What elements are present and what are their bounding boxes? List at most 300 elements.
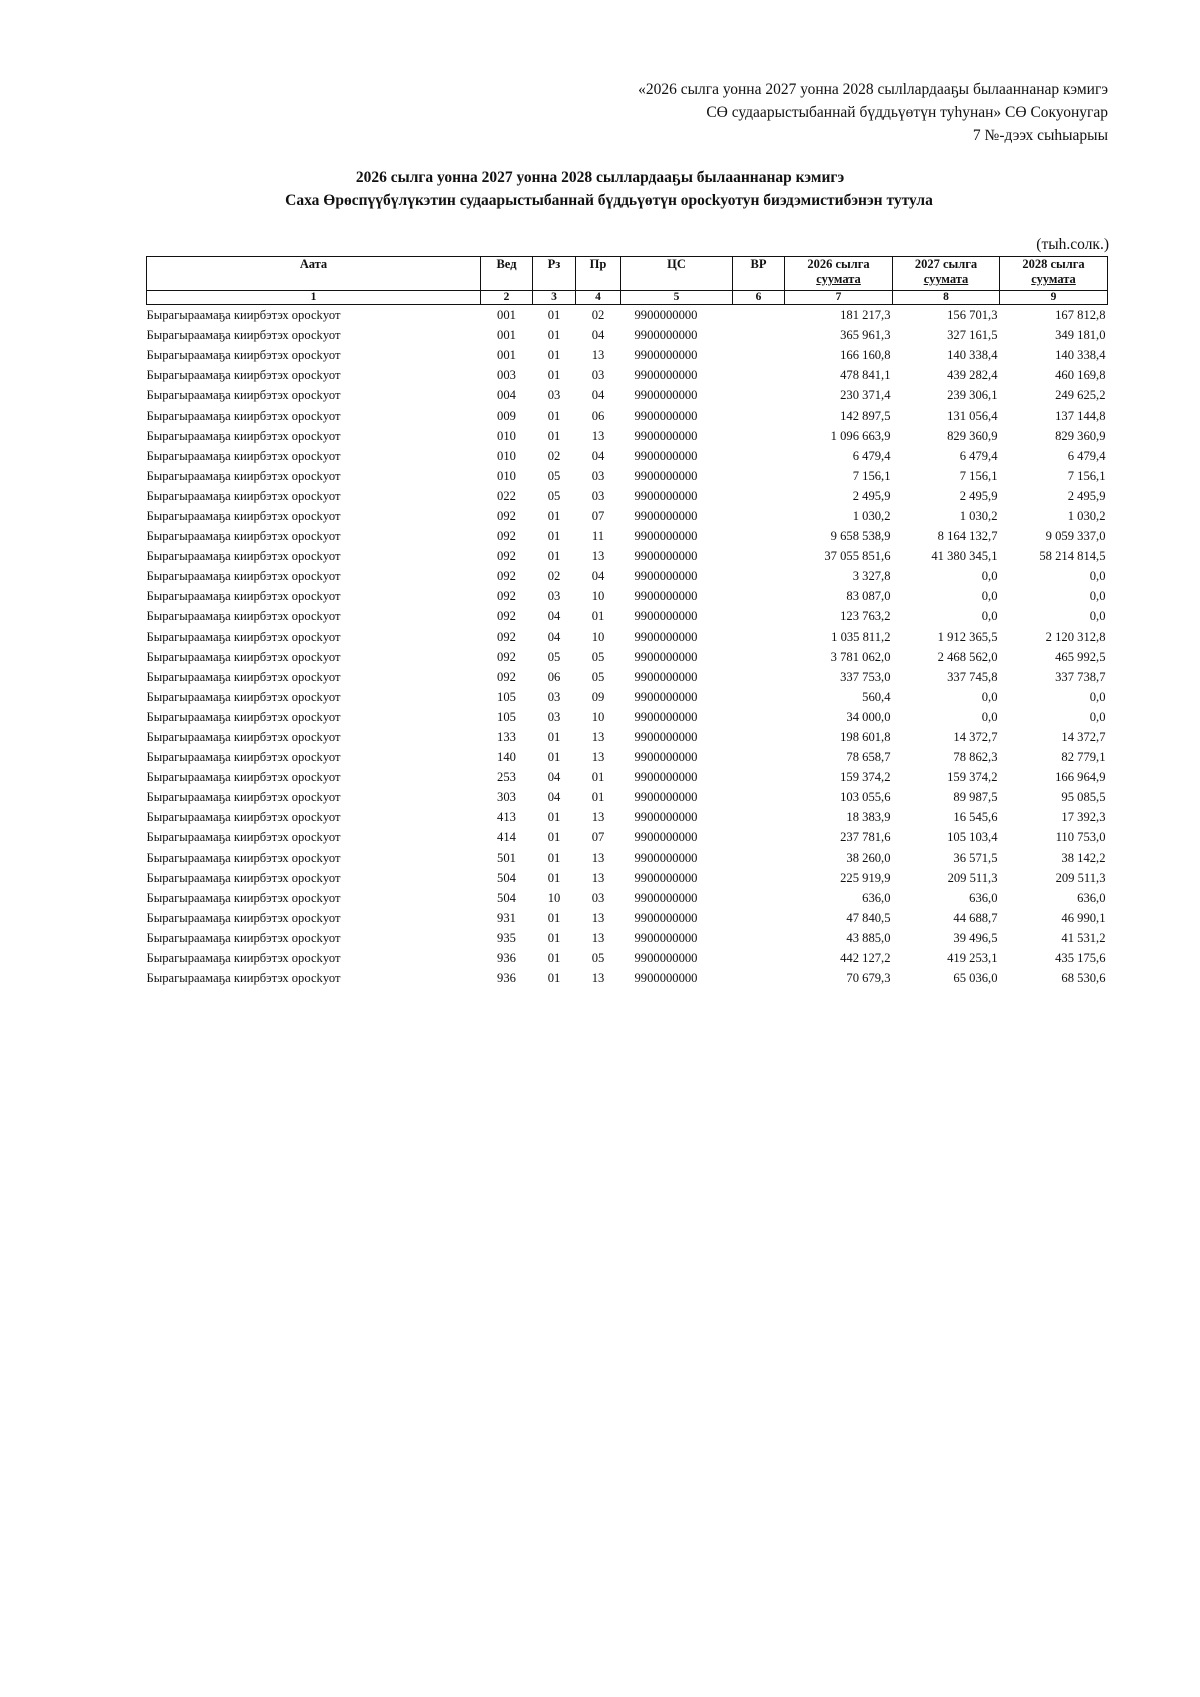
cell-2028: 9 059 337,0 xyxy=(1045,529,1106,544)
cell-pr: 13 xyxy=(591,930,605,945)
cell-rz: 10 xyxy=(547,890,561,905)
cell-2027: 41 380 345,1 xyxy=(931,549,998,564)
cell-rz: 04 xyxy=(547,609,561,624)
cell-vr xyxy=(733,787,785,807)
header-2028: 2028 сылга суумата xyxy=(1000,257,1108,291)
cell-rz: 03 xyxy=(547,388,561,403)
cell-ved: 092 xyxy=(497,508,516,523)
cell-pr: 06 xyxy=(591,408,605,423)
cell-rz: 03 xyxy=(547,589,561,604)
cell-name: Бырагыраамаҕа киирбэтэх оросkуот xyxy=(146,770,341,785)
cell-ved: 253 xyxy=(497,770,516,785)
cell-2028: 46 990,1 xyxy=(1061,910,1106,925)
cell-2026: 9 658 538,9 xyxy=(830,529,891,544)
cell-vr xyxy=(733,365,785,385)
table-row xyxy=(147,325,1108,345)
cell-2028: 6 479,4 xyxy=(1067,448,1106,463)
cell-2028: 0,0 xyxy=(1089,689,1106,704)
cell-pr: 13 xyxy=(591,971,605,986)
cell-ved: 001 xyxy=(497,348,516,363)
header-note-line: СӨ судаарыстыбаннай бүддьүөтүн туһунан» СӨ Сокуонугар xyxy=(706,104,1108,121)
cell-name: Бырагыраамаҕа киирбэтэх оросkуот xyxy=(146,388,341,403)
cell-2028: 14 372,7 xyxy=(1061,730,1106,745)
table-row xyxy=(147,486,1108,506)
cell-2026: 230 371,4 xyxy=(840,388,891,403)
cell-2028: 1 030,2 xyxy=(1067,508,1106,523)
cell-cs: 9900000000 xyxy=(634,609,698,624)
cell-cs: 9900000000 xyxy=(634,348,698,363)
budget-table xyxy=(146,256,1108,988)
cell-2027: 105 103,4 xyxy=(947,830,998,845)
cell-rz: 01 xyxy=(547,508,561,523)
cell-2027: 327 161,5 xyxy=(947,328,998,343)
cell-ved: 010 xyxy=(497,468,516,483)
cell-pr: 13 xyxy=(591,810,605,825)
cell-pr: 13 xyxy=(591,428,605,443)
cell-cs: 9900000000 xyxy=(634,790,698,805)
cell-2028: 460 169,8 xyxy=(1055,368,1106,383)
cell-2026: 83 087,0 xyxy=(846,589,891,604)
header-pr: Пр xyxy=(576,257,621,291)
cell-cs: 9900000000 xyxy=(634,830,698,845)
header-ved: Вед xyxy=(481,257,533,291)
cell-ved: 022 xyxy=(497,488,516,503)
cell-2026: 43 885,0 xyxy=(846,930,891,945)
cell-vr xyxy=(733,506,785,526)
cell-pr: 10 xyxy=(591,709,605,724)
cell-ved: 105 xyxy=(497,689,516,704)
table-row xyxy=(147,848,1108,868)
table-row xyxy=(147,868,1108,888)
table-row xyxy=(147,546,1108,566)
table-row xyxy=(147,627,1108,647)
cell-name: Бырагыраамаҕа киирбэтэх оросkуот xyxy=(146,508,341,523)
cell-ved: 936 xyxy=(497,951,516,966)
cell-rz: 02 xyxy=(547,448,561,463)
table-row xyxy=(147,345,1108,365)
cell-pr: 04 xyxy=(591,569,605,584)
cell-pr: 04 xyxy=(591,388,605,403)
cell-cs: 9900000000 xyxy=(634,428,698,443)
cell-pr: 10 xyxy=(591,629,605,644)
cell-cs: 9900000000 xyxy=(634,750,698,765)
cell-cs: 9900000000 xyxy=(634,308,698,323)
cell-2028: 95 085,5 xyxy=(1061,790,1106,805)
cell-rz: 01 xyxy=(547,368,561,383)
title-line: 2026 сылга уонна 2027 уонна 2028 сыллардааҕы былааннанар кэмигэ xyxy=(355,169,845,186)
cell-2027: 0,0 xyxy=(981,589,998,604)
cell-rz: 01 xyxy=(547,428,561,443)
cell-pr: 13 xyxy=(591,348,605,363)
cell-2026: 47 840,5 xyxy=(846,910,891,925)
cell-pr: 04 xyxy=(591,448,605,463)
cell-cs: 9900000000 xyxy=(634,569,698,584)
cell-name: Бырагыраамаҕа киирбэтэх оросkуот xyxy=(146,549,341,564)
cell-ved: 935 xyxy=(497,930,516,945)
cell-2027: 131 056,4 xyxy=(947,408,998,423)
cell-cs: 9900000000 xyxy=(634,529,698,544)
cell-cs: 9900000000 xyxy=(634,951,698,966)
cell-rz: 01 xyxy=(547,408,561,423)
table-row xyxy=(147,928,1108,948)
cell-rz: 05 xyxy=(547,468,561,483)
cell-2028: 2 495,9 xyxy=(1067,488,1106,503)
cell-2026: 3 327,8 xyxy=(852,569,891,584)
cell-2027: 209 511,3 xyxy=(947,870,998,885)
cell-rz: 01 xyxy=(547,328,561,343)
cell-cs: 9900000000 xyxy=(634,468,698,483)
cell-pr: 05 xyxy=(591,951,605,966)
cell-pr: 13 xyxy=(591,730,605,745)
cell-name: Бырагыраамаҕа киирбэтэх оросkуот xyxy=(146,589,341,604)
cell-name: Бырагыраамаҕа киирбэтэх оросkуот xyxy=(146,529,341,544)
units-label: (тыһ.солк.) xyxy=(1036,236,1109,253)
cell-pr: 02 xyxy=(591,308,605,323)
table-row xyxy=(147,667,1108,687)
cell-name: Бырагыраамаҕа киирбэтэх оросkуот xyxy=(146,951,341,966)
cell-2026: 34 000,0 xyxy=(846,709,891,724)
table-row xyxy=(147,647,1108,667)
cell-rz: 01 xyxy=(547,910,561,925)
cell-2026: 478 841,1 xyxy=(840,368,891,383)
cell-name: Бырагыраамаҕа киирбэтэх оросkуот xyxy=(146,790,341,805)
cell-cs: 9900000000 xyxy=(634,890,698,905)
cell-cs: 9900000000 xyxy=(634,770,698,785)
cell-2028: 68 530,6 xyxy=(1061,971,1106,986)
table-row xyxy=(147,787,1108,807)
cell-pr: 07 xyxy=(591,508,605,523)
cell-cs: 9900000000 xyxy=(634,730,698,745)
cell-vr xyxy=(733,687,785,707)
cell-2027: 78 862,3 xyxy=(953,750,998,765)
cell-pr: 13 xyxy=(591,910,605,925)
header-note-line: «2026 сылга уонна 2027 уонна 2028 сылlлардааҕы былааннанар кэмигэ xyxy=(638,81,1108,98)
cell-2026: 166 160,8 xyxy=(840,348,891,363)
col-number: 8 xyxy=(893,291,1000,305)
cell-name: Бырагыраамаҕа киирбэтэх оросkуот xyxy=(146,308,341,323)
cell-cs: 9900000000 xyxy=(634,368,698,383)
cell-name: Бырагыраамаҕа киирбэтэх оросkуот xyxy=(146,930,341,945)
col-number: 7 xyxy=(785,291,893,305)
cell-2026: 103 055,6 xyxy=(840,790,891,805)
cell-2026: 2 495,9 xyxy=(852,488,891,503)
header-note xyxy=(638,78,1108,147)
cell-pr: 03 xyxy=(591,890,605,905)
table-row xyxy=(147,948,1108,968)
cell-2027: 159 374,2 xyxy=(947,770,998,785)
table-row xyxy=(147,446,1108,466)
col-number: 9 xyxy=(1000,291,1108,305)
cell-rz: 04 xyxy=(547,790,561,805)
cell-vr xyxy=(733,727,785,747)
cell-2026: 7 156,1 xyxy=(852,468,891,483)
cell-rz: 01 xyxy=(547,930,561,945)
cell-2026: 198 601,8 xyxy=(840,730,891,745)
cell-rz: 03 xyxy=(547,689,561,704)
cell-2027: 636,0 xyxy=(969,890,998,905)
header-2026: 2026 сылга суумата xyxy=(785,257,893,291)
cell-2028: 465 992,5 xyxy=(1055,649,1106,664)
cell-vr xyxy=(733,426,785,446)
table-row xyxy=(147,566,1108,586)
cell-2027: 2 495,9 xyxy=(959,488,998,503)
cell-cs: 9900000000 xyxy=(634,508,698,523)
cell-rz: 01 xyxy=(547,830,561,845)
cell-2027: 39 496,5 xyxy=(953,930,998,945)
cell-vr xyxy=(733,345,785,365)
cell-2028: 140 338,4 xyxy=(1055,348,1106,363)
table-row xyxy=(147,506,1108,526)
cell-2028: 829 360,9 xyxy=(1055,428,1106,443)
cell-2028: 0,0 xyxy=(1089,609,1106,624)
table-row xyxy=(147,687,1108,707)
cell-ved: 092 xyxy=(497,649,516,664)
cell-2026: 1 035 811,2 xyxy=(831,629,891,644)
cell-ved: 931 xyxy=(497,910,516,925)
cell-vr xyxy=(733,848,785,868)
cell-vr xyxy=(733,606,785,626)
cell-2027: 439 282,4 xyxy=(947,368,998,383)
cell-2026: 159 374,2 xyxy=(840,770,891,785)
cell-name: Бырагыраамаҕа киирбэтэх оросkуот xyxy=(146,709,341,724)
cell-2027: 16 545,6 xyxy=(953,810,998,825)
cell-ved: 003 xyxy=(497,368,516,383)
cell-2026: 365 961,3 xyxy=(840,328,891,343)
cell-pr: 13 xyxy=(591,549,605,564)
table-row xyxy=(147,968,1108,988)
cell-rz: 01 xyxy=(547,308,561,323)
cell-rz: 04 xyxy=(547,629,561,644)
cell-ved: 092 xyxy=(497,609,516,624)
table-row xyxy=(147,727,1108,747)
table-row xyxy=(147,305,1108,326)
table-row xyxy=(147,405,1108,425)
cell-cs: 9900000000 xyxy=(634,669,698,684)
cell-rz: 03 xyxy=(547,709,561,724)
cell-name: Бырагыраамаҕа киирбэтэх оросkуот xyxy=(146,408,341,423)
cell-2027: 239 306,1 xyxy=(947,388,998,403)
cell-ved: 092 xyxy=(497,569,516,584)
cell-ved: 092 xyxy=(497,529,516,544)
col-number: 2 xyxy=(481,291,533,305)
cell-name: Бырагыраамаҕа киирбэтэх оросkуот xyxy=(146,609,341,624)
cell-ved: 140 xyxy=(497,750,516,765)
cell-2027: 140 338,4 xyxy=(947,348,998,363)
cell-vr xyxy=(733,948,785,968)
cell-pr: 01 xyxy=(591,770,605,785)
cell-2028: 38 142,2 xyxy=(1061,850,1106,865)
cell-vr xyxy=(733,667,785,687)
cell-2028: 0,0 xyxy=(1089,709,1106,724)
cell-2026: 78 658,7 xyxy=(846,750,891,765)
cell-rz: 01 xyxy=(547,870,561,885)
header-cs: ЦС xyxy=(621,257,733,291)
cell-rz: 01 xyxy=(547,529,561,544)
cell-pr: 13 xyxy=(591,850,605,865)
cell-ved: 504 xyxy=(497,890,516,905)
cell-cs: 9900000000 xyxy=(634,408,698,423)
cell-ved: 001 xyxy=(497,328,516,343)
cell-ved: 009 xyxy=(497,408,516,423)
cell-2026: 70 679,3 xyxy=(846,971,891,986)
table-row xyxy=(147,707,1108,727)
cell-rz: 01 xyxy=(547,730,561,745)
title-line: Саха Өрөспүүбүлүкэтин судаарыстыбаннай бүддьүөтүн оросkуотун биэдэмистибэнэн тутула xyxy=(285,192,933,209)
cell-cs: 9900000000 xyxy=(634,870,698,885)
column-number-row xyxy=(147,291,1108,305)
cell-2028: 58 214 814,5 xyxy=(1039,549,1106,564)
cell-2028: 337 738,7 xyxy=(1055,669,1106,684)
cell-cs: 9900000000 xyxy=(634,388,698,403)
cell-vr xyxy=(733,827,785,847)
cell-2028: 166 964,9 xyxy=(1055,770,1106,785)
cell-2027: 89 987,5 xyxy=(953,790,998,805)
cell-cs: 9900000000 xyxy=(634,971,698,986)
cell-name: Бырагыраамаҕа киирбэтэх оросkуот xyxy=(146,971,341,986)
cell-cs: 9900000000 xyxy=(634,488,698,503)
cell-2027: 0,0 xyxy=(981,569,998,584)
cell-name: Бырагыраамаҕа киирбэтэх оросkуот xyxy=(146,468,341,483)
cell-2026: 337 753,0 xyxy=(840,669,891,684)
table-body xyxy=(147,305,1108,989)
cell-vr xyxy=(733,586,785,606)
cell-vr xyxy=(733,405,785,425)
cell-name: Бырагыраамаҕа киирбэтэх оросkуот xyxy=(146,830,341,845)
cell-vr xyxy=(733,385,785,405)
cell-name: Бырагыраамаҕа киирбэтэх оросkуот xyxy=(146,428,341,443)
cell-pr: 01 xyxy=(591,609,605,624)
cell-vr xyxy=(733,908,785,928)
cell-name: Бырагыраамаҕа киирбэтэх оросkуот xyxy=(146,629,341,644)
cell-2028: 0,0 xyxy=(1089,589,1106,604)
cell-name: Бырагыраамаҕа киирбэтэх оросkуот xyxy=(146,910,341,925)
cell-2026: 237 781,6 xyxy=(840,830,891,845)
table-row xyxy=(147,827,1108,847)
table-row xyxy=(147,365,1108,385)
cell-pr: 05 xyxy=(591,649,605,664)
cell-2028: 137 144,8 xyxy=(1055,408,1106,423)
table-row xyxy=(147,426,1108,446)
cell-2026: 560,4 xyxy=(862,689,891,704)
table-row xyxy=(147,466,1108,486)
col-number: 1 xyxy=(147,291,481,305)
cell-vr xyxy=(733,446,785,466)
cell-ved: 092 xyxy=(497,549,516,564)
cell-2026: 3 781 062,0 xyxy=(830,649,891,664)
cell-2028: 435 175,6 xyxy=(1055,951,1106,966)
cell-rz: 04 xyxy=(547,770,561,785)
table-row xyxy=(147,586,1108,606)
cell-2027: 2 468 562,0 xyxy=(937,649,998,664)
cell-rz: 06 xyxy=(547,669,561,684)
cell-2026: 38 260,0 xyxy=(846,850,891,865)
cell-ved: 413 xyxy=(497,810,516,825)
cell-name: Бырагыраамаҕа киирбэтэх оросkуот xyxy=(146,870,341,885)
cell-ved: 501 xyxy=(497,850,516,865)
cell-name: Бырагыраамаҕа киирбэтэх оросkуот xyxy=(146,669,341,684)
cell-2027: 829 360,9 xyxy=(947,428,998,443)
cell-2028: 7 156,1 xyxy=(1067,468,1106,483)
cell-vr xyxy=(733,888,785,908)
cell-2027: 0,0 xyxy=(981,609,998,624)
cell-vr xyxy=(733,466,785,486)
cell-pr: 01 xyxy=(591,790,605,805)
cell-2027: 0,0 xyxy=(981,709,998,724)
cell-name: Бырагыраамаҕа киирбэтэх оросkуот xyxy=(146,448,341,463)
cell-ved: 010 xyxy=(497,448,516,463)
cell-cs: 9900000000 xyxy=(634,910,698,925)
cell-name: Бырагыраамаҕа киирбэтэх оросkуот xyxy=(146,488,341,503)
cell-vr xyxy=(733,566,785,586)
cell-pr: 05 xyxy=(591,669,605,684)
cell-vr xyxy=(733,546,785,566)
cell-2027: 44 688,7 xyxy=(953,910,998,925)
cell-vr xyxy=(733,486,785,506)
cell-rz: 01 xyxy=(547,750,561,765)
cell-2027: 0,0 xyxy=(981,689,998,704)
cell-cs: 9900000000 xyxy=(634,629,698,644)
cell-cs: 9900000000 xyxy=(634,930,698,945)
cell-pr: 13 xyxy=(591,750,605,765)
cell-name: Бырагыраамаҕа киирбэтэх оросkуот xyxy=(146,750,341,765)
cell-2026: 181 217,3 xyxy=(840,308,891,323)
cell-name: Бырагыраамаҕа киирбэтэх оросkуот xyxy=(146,569,341,584)
cell-ved: 133 xyxy=(497,730,516,745)
cell-2028: 82 779,1 xyxy=(1061,750,1106,765)
cell-name: Бырагыраамаҕа киирбэтэх оросkуот xyxy=(146,689,341,704)
cell-vr xyxy=(733,707,785,727)
cell-2028: 167 812,8 xyxy=(1055,308,1106,323)
cell-2026: 1 096 663,9 xyxy=(830,428,891,443)
cell-2027: 419 253,1 xyxy=(947,951,998,966)
table-row xyxy=(147,385,1108,405)
cell-vr xyxy=(733,868,785,888)
cell-cs: 9900000000 xyxy=(634,850,698,865)
cell-rz: 01 xyxy=(547,951,561,966)
cell-cs: 9900000000 xyxy=(634,448,698,463)
cell-rz: 01 xyxy=(547,850,561,865)
cell-2027: 1 030,2 xyxy=(959,508,998,523)
cell-ved: 303 xyxy=(497,790,516,805)
document-title xyxy=(0,166,1200,212)
cell-rz: 01 xyxy=(547,810,561,825)
cell-2026: 142 897,5 xyxy=(840,408,891,423)
cell-2026: 123 763,2 xyxy=(840,609,891,624)
cell-name: Бырагыраамаҕа киирбэтэх оросkуот xyxy=(146,730,341,745)
table-row xyxy=(147,908,1108,928)
cell-ved: 092 xyxy=(497,669,516,684)
cell-rz: 01 xyxy=(547,348,561,363)
cell-ved: 414 xyxy=(497,830,516,845)
cell-ved: 092 xyxy=(497,589,516,604)
cell-2028: 110 753,0 xyxy=(1055,830,1106,845)
cell-name: Бырагыраамаҕа киирбэтэх оросkуот xyxy=(146,850,341,865)
cell-cs: 9900000000 xyxy=(634,549,698,564)
cell-ved: 004 xyxy=(497,388,516,403)
cell-2026: 442 127,2 xyxy=(840,951,891,966)
cell-2026: 1 030,2 xyxy=(852,508,891,523)
cell-pr: 03 xyxy=(591,468,605,483)
cell-vr xyxy=(733,325,785,345)
cell-ved: 010 xyxy=(497,428,516,443)
cell-pr: 07 xyxy=(591,830,605,845)
cell-rz: 05 xyxy=(547,649,561,664)
cell-name: Бырагыраамаҕа киирбэтэх оросkуот xyxy=(146,348,341,363)
cell-pr: 03 xyxy=(591,368,605,383)
cell-2028: 0,0 xyxy=(1089,569,1106,584)
table-row xyxy=(147,888,1108,908)
col-number: 4 xyxy=(576,291,621,305)
